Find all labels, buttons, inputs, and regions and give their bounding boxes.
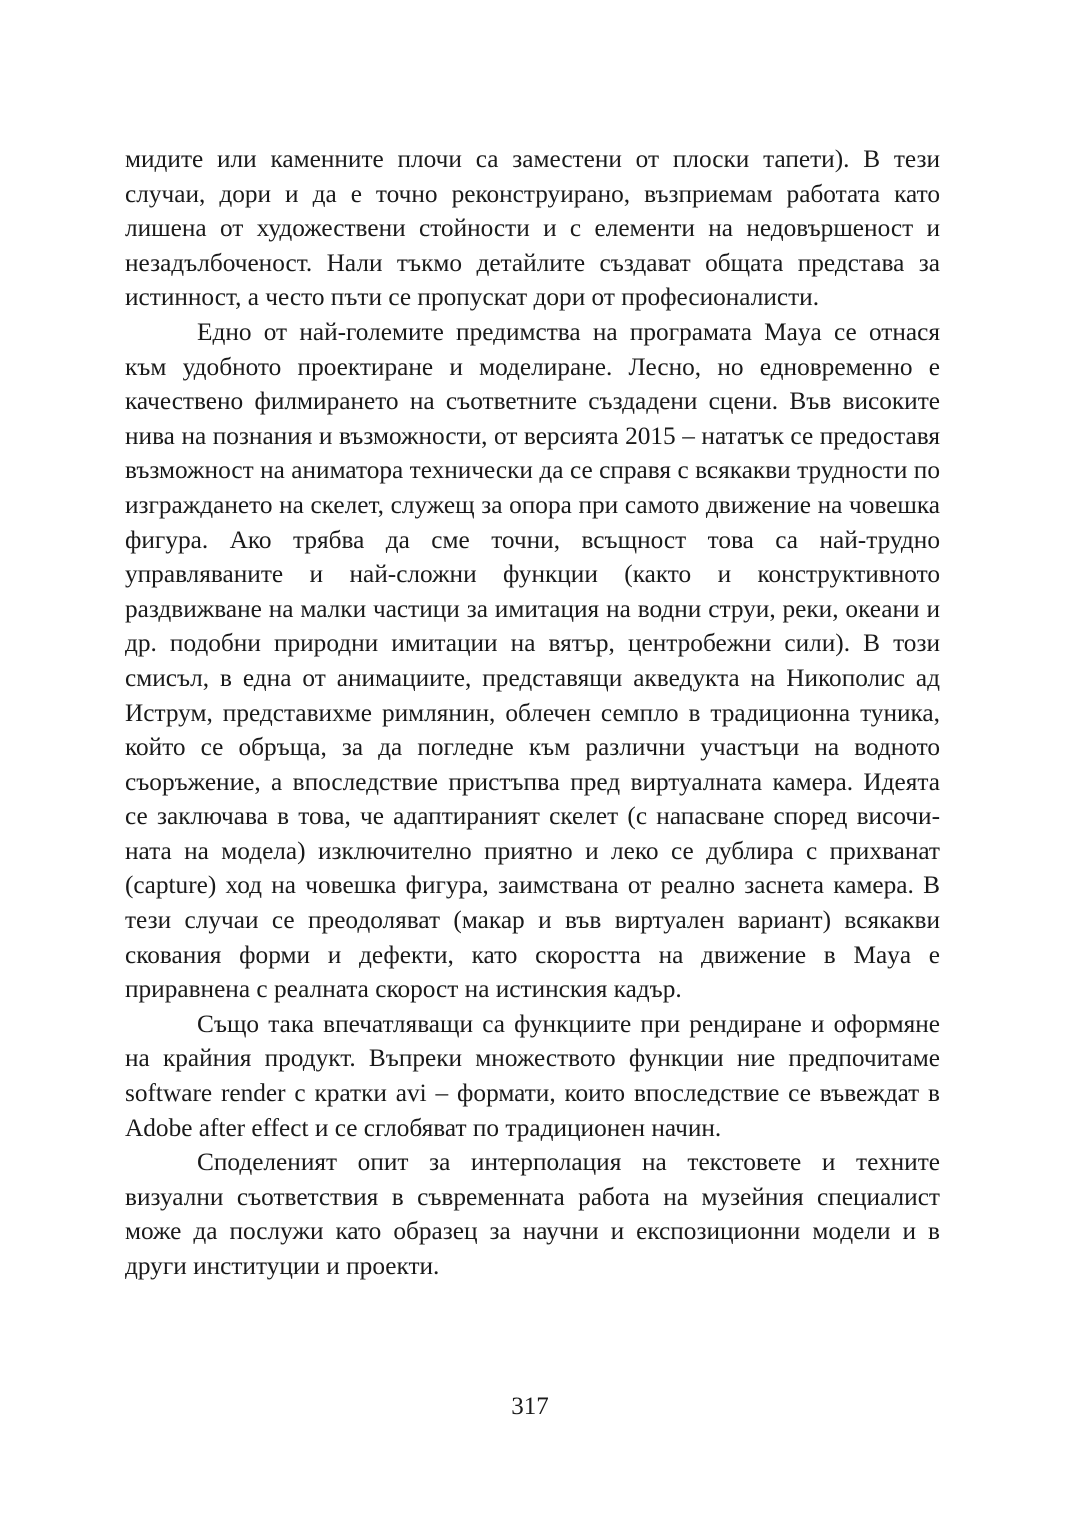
paragraph-3: Също така впечатляващи са функциите при рендиране и оформяне на крайния продукт. Въпреки множеството функции ние предпочитаме software render с кратки avi – формати, които впоследствие се въвеждат в Adobe after effect и се сглобяват по традиционен начин. bbox=[125, 1009, 940, 1142]
page-number: 317 bbox=[511, 1393, 549, 1420]
paragraph-4: Споделеният опит за интерполация на текстовете и техните визуални съответствия в съвременната работа на музейния специалист може да послужи като образец за научни и експозиционни модели и в други институции и проекти. bbox=[125, 1148, 940, 1280]
body-text bbox=[125, 142, 940, 1284]
paragraph-1: мидите или каменните плочи са заместени от плоски тапети). В тези случаи, дори и да е точно реконструирано, възприемам работата като лишена от художествени стойности и с елементи на недовършеност и незадълбоченост. Нали тъкмо детайлите създават общата представа за истинност, а често пъти се пропускат дори от професионалисти. bbox=[125, 145, 940, 312]
paragraph-2: Едно от най-големите предимства на програмата Maya се отнася към удобното проектиране и моделиране. Лесно, но едновременно е качествено филмирането на съответните създадени сцени. Във високите нива на познания и възможности, от версията 2015 – нататък се предоставя възможност на аниматора технически да се справя с всякакви трудности по изграждането на скелет, служещ за опора при самото движение на човешка фигура. Ако трябва да сме точни, всъщност това са най-трудно управляваните и най-сложни функции (както и конструктивното раздвижване на малки частици за имитация на водни струи, реки, океани и др. подобни природни имитации на вятър, центробежни сили). В този смисъл, в една от анимациите, представящи акведукта на Никополис ад Иструм, представихме римлянин, облечен семпло в традиционна туника, който се обръща, за да погледне към различни участъци на водното съоръжение, а впоследствие пристъпва пред виртуалната камера. Идеята се заключава в това, че адаптираният скелет (с напасване според височината на модела) изключително приятно и леко се дублира с прихванат (capture) ход на човешка фигура, заимствана от реално заснета камера. В тези случаи се преодоляват (макар и във виртуален вариант) всякакви скования форми и дефекти, като скоростта на движение в Maya е приравнена с реалната скорост на истинския кадър. bbox=[125, 317, 940, 1004]
